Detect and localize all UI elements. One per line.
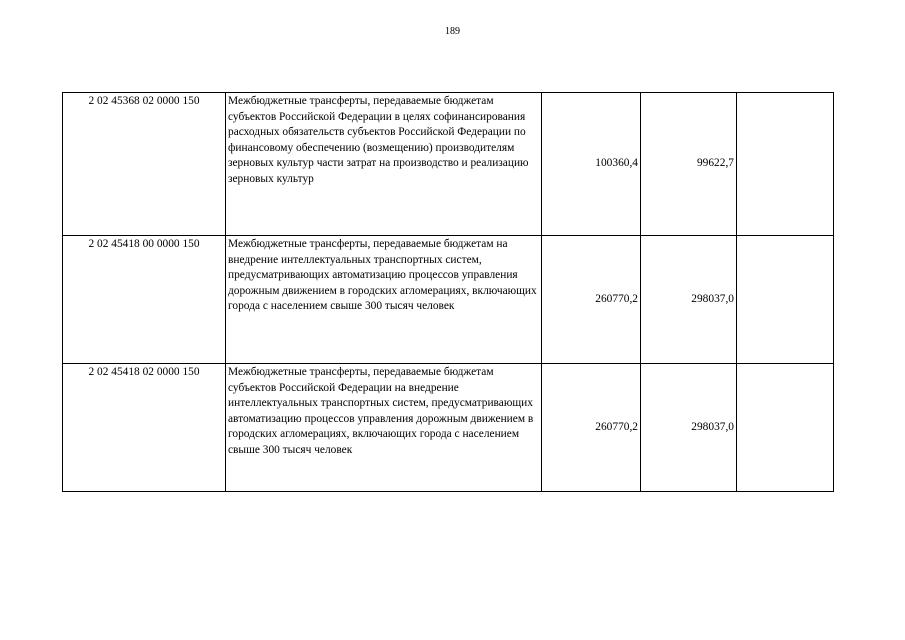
description-cell: Межбюджетные трансферты, передаваемые бюджетам субъектов Российской Федерации в целях софинансирования расходных обязательств субъектов Российской Федерации по финансовому обеспечению (возмещению) производителям зерновых культур части затрат на производство и реализацию зерновых культур	[226, 93, 542, 236]
description-cell: Межбюджетные трансферты, передаваемые бюджетам на внедрение интеллектуальных транспортных систем, предусматривающих автоматизацию процессов управления дорожным движением в городских агломерациях, включающих города с населением свыше 300 тысяч человек	[226, 236, 542, 364]
table-row	[63, 93, 834, 236]
value-3-cell	[737, 236, 834, 364]
page-number: 189	[445, 26, 460, 37]
value-1-cell: 260770,2	[542, 364, 641, 492]
value-2-cell: 298037,0	[641, 364, 737, 492]
value-3-cell	[737, 364, 834, 492]
value-1-cell: 260770,2	[542, 236, 641, 364]
value-2-cell: 298037,0	[641, 236, 737, 364]
budget-code-cell: 2 02 45418 00 0000 150	[63, 236, 226, 364]
table-row	[63, 236, 834, 364]
value-3-cell	[737, 93, 834, 236]
description-cell: Межбюджетные трансферты, передаваемые бюджетам субъектов Российской Федерации на внедрение интеллектуальных транспортных систем, предусматривающих автоматизацию процессов управления дорожным движением в городских агломерациях, включающих города с населением свыше 300 тысяч человек	[226, 364, 542, 492]
value-1-cell: 100360,4	[542, 93, 641, 236]
value-2-cell: 99622,7	[641, 93, 737, 236]
budget-code-cell: 2 02 45368 02 0000 150	[63, 93, 226, 236]
budget-table	[62, 92, 834, 492]
table-row	[63, 364, 834, 492]
budget-code-cell: 2 02 45418 02 0000 150	[63, 364, 226, 492]
